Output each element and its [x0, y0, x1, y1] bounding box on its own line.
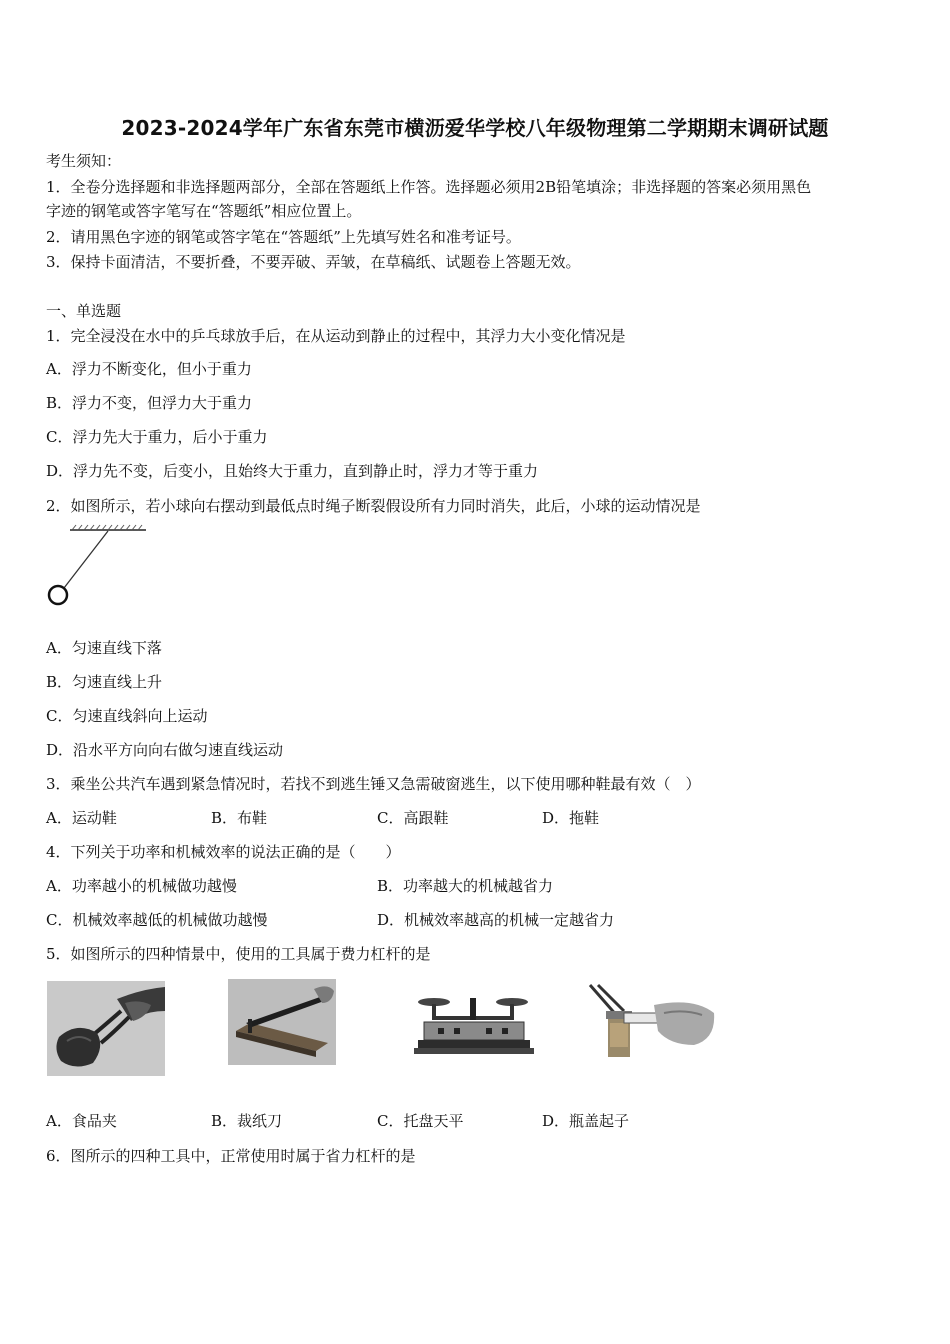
q2-option-c: C．匀速直线斜向上运动	[46, 707, 208, 725]
question-2-stem: 2．如图所示，若小球向右摆动到最低点时绳子断裂假设所有力同时消失，此后，小球的运动情况是	[46, 497, 701, 515]
notice-item: 2．请用黑色字迹的钢笔或答字笔在“答题纸”上先填写姓名和准考证号。	[46, 228, 521, 246]
tray-balance-image	[414, 990, 534, 1058]
q4-option-d: D．机械效率越高的机械一定越省力	[377, 911, 615, 929]
food-tongs-image	[47, 981, 165, 1076]
q4-option-c: C．机械效率越低的机械做功越慢	[46, 911, 268, 929]
section-heading: 一、单选题	[46, 302, 122, 320]
exam-title: 2023-2024学年广东省东莞市横沥爱华学校八年级物理第二学期期末调研试题	[121, 116, 829, 140]
paper-cutter-image	[228, 979, 336, 1065]
notice-heading: 考生须知：	[46, 152, 122, 170]
q1-option-d: D．浮力先不变，后变小，且始终大于重力，直到静止时，浮力才等于重力	[46, 462, 539, 480]
question-5-stem: 5．如图所示的四种情景中，使用的工具属于费力杠杆的是	[46, 945, 431, 963]
q1-option-a: A．浮力不断变化，但小于重力	[46, 360, 252, 378]
q3-option-d: D．拖鞋	[542, 809, 600, 827]
q3-option-c: C．高跟鞋	[377, 809, 449, 827]
question-4-stem: 4．下列关于功率和机械效率的说法正确的是（ ）	[46, 843, 401, 861]
q2-option-d: D．沿水平方向向右做匀速直线运动	[46, 741, 284, 759]
bottle-opener-image	[584, 983, 716, 1059]
q4-option-a: A．功率越小的机械做功越慢	[46, 877, 237, 895]
q3-option-b: B．布鞋	[211, 809, 268, 827]
q4-option-b: B．功率越大的机械越省力	[377, 877, 554, 895]
pendulum-figure	[44, 524, 154, 610]
notice-item: 3．保持卡面清洁，不要折叠，不要弄破、弄皱，在草稿纸、试题卷上答题无效。	[46, 253, 581, 271]
q2-option-a: A．匀速直线下落	[46, 639, 162, 657]
q5-option-b: B．裁纸刀	[211, 1112, 283, 1130]
question-6-stem: 6．图所示的四种工具中，正常使用时属于省力杠杆的是	[46, 1147, 416, 1165]
q2-option-b: B．匀速直线上升	[46, 673, 163, 691]
q5-option-d: D．瓶盖起子	[542, 1112, 630, 1130]
q1-option-c: C．浮力先大于重力，后小于重力	[46, 428, 268, 446]
notice-item: 1．全卷分选择题和非选择题两部分，全部在答题纸上作答。选择题必须用2B铅笔填涂；非选择题的答案必须用黑色	[46, 178, 812, 196]
question-1-stem: 1．完全浸没在水中的乒乓球放手后，在从运动到静止的过程中，其浮力大小变化情况是	[46, 327, 626, 345]
notice-item: 字迹的钢笔或答字笔写在“答题纸”相应位置上。	[46, 202, 362, 220]
question-3-stem: 3．乘坐公共汽车遇到紧急情况时，若找不到逃生锤又急需破窗逃生，以下使用哪种鞋最有效（ ）	[46, 775, 701, 793]
q5-option-c: C．托盘天平	[377, 1112, 464, 1130]
q1-option-b: B．浮力不变，但浮力大于重力	[46, 394, 253, 412]
q5-option-a: A．食品夹	[46, 1112, 117, 1130]
q3-option-a: A．运动鞋	[46, 809, 117, 827]
